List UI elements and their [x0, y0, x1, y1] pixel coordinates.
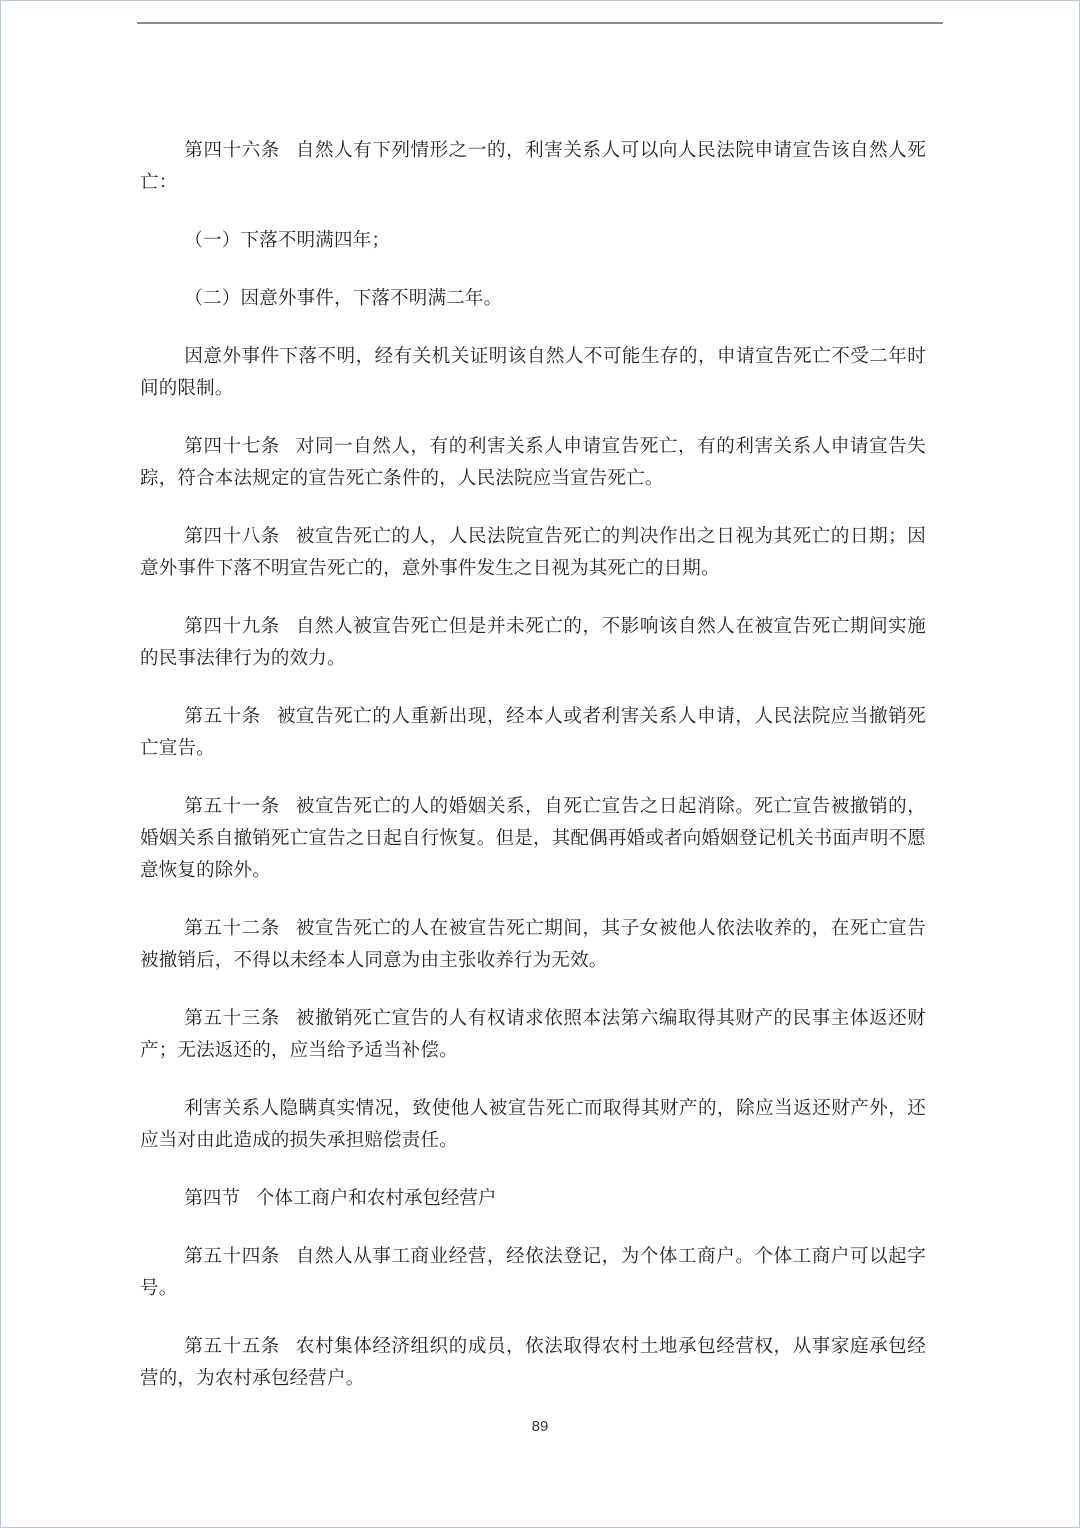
article-number: 第五十三条	[184, 1008, 280, 1029]
article-46-clause	[140, 341, 926, 405]
article-50	[140, 701, 926, 765]
article-53-clause	[140, 1093, 926, 1157]
article-text: 自然人有下列情形之一的，利害关系人可以向人民法院申请宣告该自然人死亡：	[140, 140, 926, 193]
article-47	[140, 431, 926, 495]
article-48	[140, 521, 926, 585]
list-item-text: （一）下落不明满四年；	[184, 230, 391, 251]
page-number: 89	[531, 1418, 549, 1435]
article-46	[140, 135, 926, 199]
article-52	[140, 913, 926, 977]
section-heading	[140, 1183, 926, 1215]
header-rule	[137, 22, 943, 24]
article-text: 被宣告死亡的人在被宣告死亡期间，其子女被他人依法收养的，在死亡宣告被撤销后，不得以未经本人同意为由主张收养行为无效。	[140, 918, 926, 971]
article-number: 第四十七条	[184, 436, 280, 457]
article-text: 对同一自然人，有的利害关系人申请宣告死亡，有的利害关系人申请宣告失踪，符合本法规定的宣告死亡条件的，人民法院应当宣告死亡。	[140, 436, 926, 489]
article-53	[140, 1003, 926, 1067]
article-54	[140, 1241, 926, 1305]
article-number: 第五十四条	[184, 1246, 280, 1267]
article-number: 第四十八条	[184, 526, 280, 547]
paragraph-text: 因意外事件下落不明，经有关机关证明该自然人不可能生存的，申请宣告死亡不受二年时间的限制。	[140, 346, 926, 399]
article-51	[140, 791, 926, 887]
article-number: 第五十条	[184, 706, 261, 727]
article-text: 被宣告死亡的人重新出现，经本人或者利害关系人申请，人民法院应当撤销死亡宣告。	[140, 706, 926, 759]
article-text: 自然人从事工商业经营，经依法登记，为个体工商户。个体工商户可以起字号。	[140, 1246, 926, 1299]
list-item-1	[140, 225, 926, 257]
article-text: 自然人被宣告死亡但是并未死亡的，不影响该自然人在被宣告死亡期间实施的民事法律行为的效力。	[140, 616, 926, 669]
paragraph-text: 利害关系人隐瞒真实情况，致使他人被宣告死亡而取得其财产的，除应当返还财产外，还应当对由此造成的损失承担赔偿责任。	[140, 1098, 926, 1151]
article-number: 第五十二条	[184, 918, 280, 939]
list-item-text: （二）因意外事件，下落不明满二年。	[184, 288, 503, 309]
document-body	[140, 135, 926, 1421]
article-55	[140, 1331, 926, 1395]
article-text: 被撤销死亡宣告的人有权请求依照本法第六编取得其财产的民事主体返还财产；无法返还的，应当给予适当补偿。	[140, 1008, 926, 1061]
article-number: 第四十六条	[184, 140, 280, 161]
section-title: 个体工商户和农村承包经营户	[255, 1188, 497, 1209]
article-text: 被宣告死亡的人的婚姻关系，自死亡宣告之日起消除。死亡宣告被撤销的，婚姻关系自撤销死亡宣告之日起自行恢复。但是，其配偶再婚或者向婚姻登记机关书面声明不愿意恢复的除外。	[140, 796, 926, 881]
article-49	[140, 611, 926, 675]
article-number: 第五十五条	[184, 1336, 280, 1357]
article-number: 第四十九条	[184, 616, 280, 637]
article-text: 农村集体经济组织的成员，依法取得农村土地承包经营权，从事家庭承包经营的，为农村承包经营户。	[140, 1336, 926, 1389]
section-number: 第四节	[184, 1188, 240, 1209]
list-item-2	[140, 283, 926, 315]
article-number: 第五十一条	[184, 796, 280, 817]
article-text: 被宣告死亡的人，人民法院宣告死亡的判决作出之日视为其死亡的日期；因意外事件下落不明宣告死亡的，意外事件发生之日视为其死亡的日期。	[140, 526, 926, 579]
